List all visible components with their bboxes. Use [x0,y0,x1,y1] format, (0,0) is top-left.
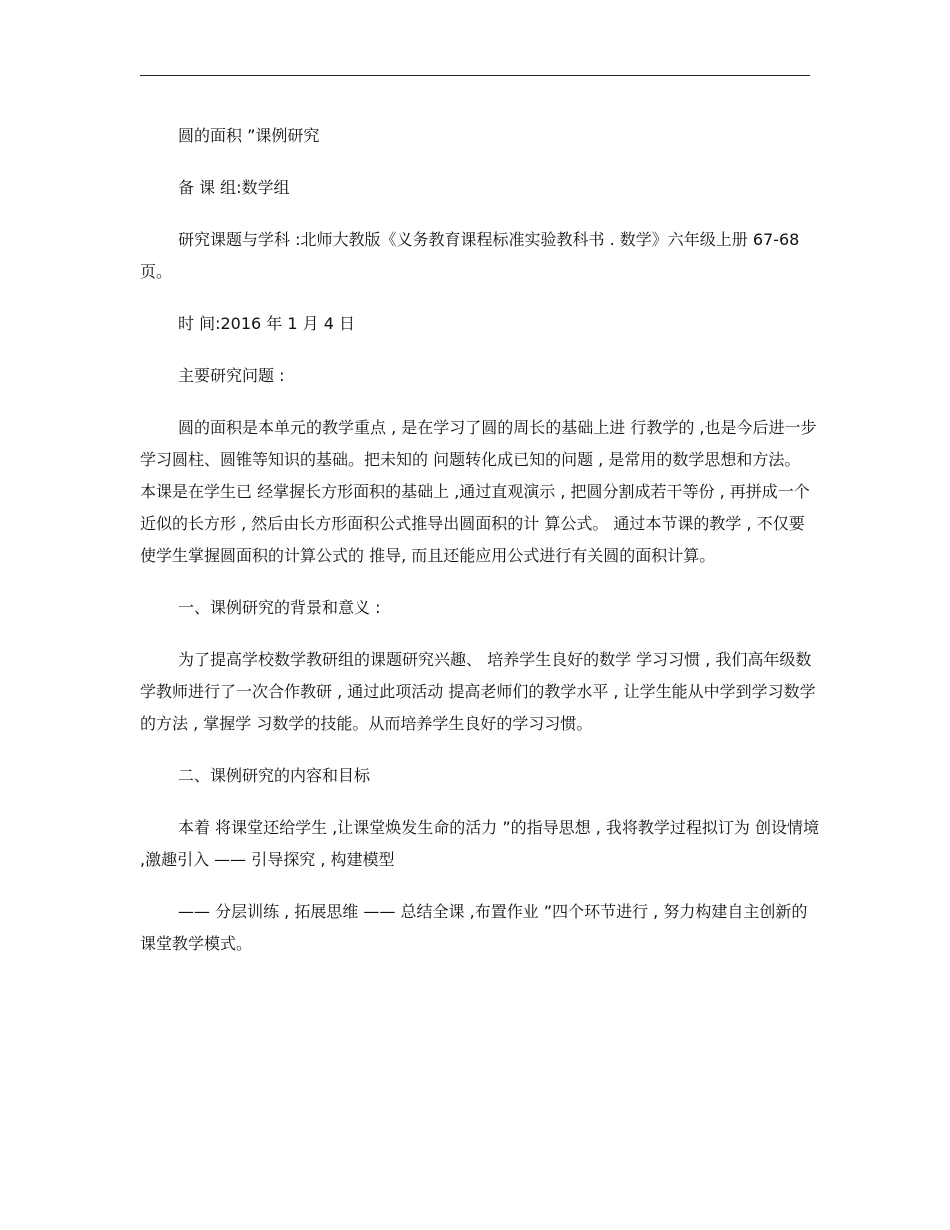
section-2-body-2: —— 分层训练 , 拓展思维 —— 总结全课 ,布置作业 ”四个环节进行 , 努力构建自主创新的课堂教学模式。 [140,902,808,953]
document-body [140,120,820,960]
section-1-heading: 一、课例研究的背景和意义 : [178,598,381,617]
main-question-heading: 主要研究问题 : [178,366,285,385]
doc-title: 圆的面积 ”课例研究 [178,126,320,145]
section-2-body-1: 本着 将课堂还给学生 ,让课堂焕发生命的活力 ”的指导思想 , 我将教学过程拟订为 创设情境 ,激趣引入 —— 引导探究 , 构建模型 [140,818,819,869]
lesson-group: 备 课 组:数学组 [178,178,290,197]
section-1-body: 为了提高学校数学教研组的课题研究兴趣、 培养学生良好的数学 学习习惯 , 我们高年级数学教师进行了一次合作教研 , 通过此项活动 提高老师们的教学水平 , 让学生能从中学到学习数学的方法 , 掌握学 习数学的技能。从而培养学生良好的学习习惯。 [140,650,816,733]
header-rule [140,75,810,76]
section-2-heading: 二、课例研究的内容和目标 [178,766,371,785]
research-subject: 研究课题与学科 :北师大教版《义务教育课程标准实验教科书 . 数学》六年级上册 67-68 页。 [140,230,800,281]
main-question-body: 圆的面积是本单元的教学重点 , 是在学习了圆的周长的基础上进 行教学的 ,也是今后进一步学习圆柱、圆锥等知识的基础。把未知的 问题转化成已知的问题 , 是常用的数学思想和方法。 本课是在学生已 经掌握长方形面积的基础上 ,通过直观演示 , 把圆分割成若干等份 , 再拼成一个近似的长方形 , 然后由长方形面积公式推导出圆面积的计 算公式。 通过本节课的教学 , 不仅要使学生掌握圆面积的计算公式的 推导, 而且还能应用公式进行有关圆的面积计算。 [140,418,817,565]
research-date: 时 间:2016 年 1 月 4 日 [178,314,355,333]
